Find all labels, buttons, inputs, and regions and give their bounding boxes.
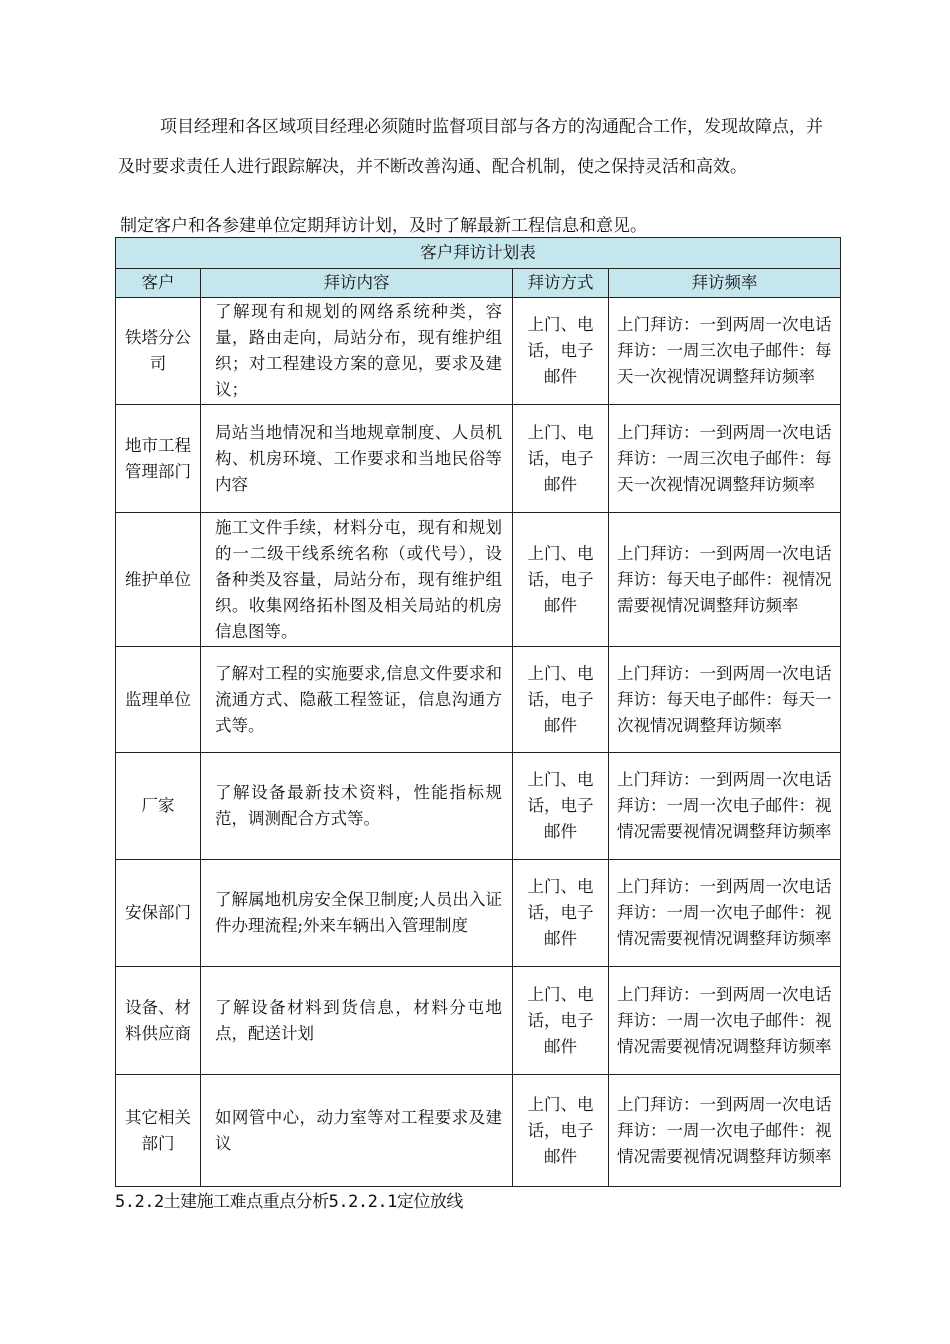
client-cell: 安保部门 [116, 860, 201, 967]
table-lead-text: 制定客户和各参建单位定期拜访计划，及时了解最新工程信息和意见。 [120, 216, 647, 236]
frequency-cell: 上门拜访：一到两周一次电话拜访：一周三次电子邮件：每天一次视情况调整拜访频率 [609, 298, 841, 405]
client-cell: 其它相关部门 [116, 1075, 201, 1187]
header-method: 拜访方式 [513, 269, 609, 298]
content-cell: 了解对工程的实施要求,信息文件要求和流通方式、隐蔽工程签证，信息沟通方式等。 [201, 647, 513, 753]
frequency-cell: 上门拜访：一到两周一次电话拜访：每天电子邮件：视情况需要视情况调整拜访频率 [609, 513, 841, 647]
method-cell: 上门、电话，电子邮件 [513, 967, 609, 1075]
table-row [116, 967, 841, 1075]
table-row [116, 513, 841, 647]
client-cell: 铁塔分公司 [116, 298, 201, 405]
table-row [116, 860, 841, 967]
frequency-cell: 上门拜访：一到两周一次电话拜访：一周三次电子邮件：每天一次视情况调整拜访频率 [609, 405, 841, 513]
table-row [116, 753, 841, 860]
method-cell: 上门、电话，电子邮件 [513, 860, 609, 967]
section-heading: 5.2.2土建施工难点重点分析5.2.2.1定位放线 [115, 1192, 463, 1212]
intro-paragraph: 项目经理和各区域项目经理必须随时监督项目部与各方的沟通配合工作，发现故障点，并及时要求责任人进行跟踪解决，并不断改善沟通、配合机制，使之保持灵活和高效。 [118, 117, 823, 177]
content-cell: 局站当地情况和当地规章制度、人员机构、机房环境、工作要求和当地民俗等内容 [201, 405, 513, 513]
table-row [116, 298, 841, 405]
table-row [116, 405, 841, 513]
method-cell: 上门、电话，电子邮件 [513, 298, 609, 405]
content-cell: 了解现有和规划的网络系统种类，容量，路由走向，局站分布，现有维护组织；对工程建设方案的意见，要求及建议； [201, 298, 513, 405]
frequency-cell: 上门拜访：一到两周一次电话拜访：一周一次电子邮件：视情况需要视情况调整拜访频率 [609, 753, 841, 860]
content-cell: 施工文件手续，材料分屯，现有和规划的一二级干线系统名称（或代号），设备种类及容量，局站分布，现有维护组织。收集网络拓朴图及相关局站的机房信息图等。 [201, 513, 513, 647]
method-cell: 上门、电话，电子邮件 [513, 753, 609, 860]
table-row [116, 1075, 841, 1187]
frequency-cell: 上门拜访：一到两周一次电话拜访：一周一次电子邮件：视情况需要视情况调整拜访频率 [609, 860, 841, 967]
method-cell: 上门、电话，电子邮件 [513, 1075, 609, 1187]
header-frequency: 拜访频率 [609, 269, 841, 298]
table-row [116, 647, 841, 753]
method-cell: 上门、电话，电子邮件 [513, 513, 609, 647]
header-client: 客户 [116, 269, 201, 298]
client-cell: 设备、材料供应商 [116, 967, 201, 1075]
frequency-cell: 上门拜访：一到两周一次电话拜访：每天电子邮件：每天一次视情况调整拜访频率 [609, 647, 841, 753]
client-cell: 厂家 [116, 753, 201, 860]
client-cell: 地市工程管理部门 [116, 405, 201, 513]
content-cell: 了解设备最新技术资料，性能指标规范，调测配合方式等。 [201, 753, 513, 860]
method-cell: 上门、电话，电子邮件 [513, 647, 609, 753]
header-content: 拜访内容 [201, 269, 513, 298]
method-cell: 上门、电话，电子邮件 [513, 405, 609, 513]
content-cell: 了解属地机房安全保卫制度;人员出入证件办理流程;外来车辆出入管理制度 [201, 860, 513, 967]
frequency-cell: 上门拜访：一到两周一次电话拜访：一周一次电子邮件：视情况需要视情况调整拜访频率 [609, 967, 841, 1075]
client-cell: 维护单位 [116, 513, 201, 647]
client-cell: 监理单位 [116, 647, 201, 753]
table-caption: 客户拜访计划表 [116, 238, 841, 269]
visit-plan-table [115, 237, 841, 1187]
content-cell: 如网管中心，动力室等对工程要求及建议 [201, 1075, 513, 1187]
content-cell: 了解设备材料到货信息，材料分屯地点，配送计划 [201, 967, 513, 1075]
frequency-cell: 上门拜访：一到两周一次电话拜访：一周一次电子邮件：视情况需要视情况调整拜访频率 [609, 1075, 841, 1187]
